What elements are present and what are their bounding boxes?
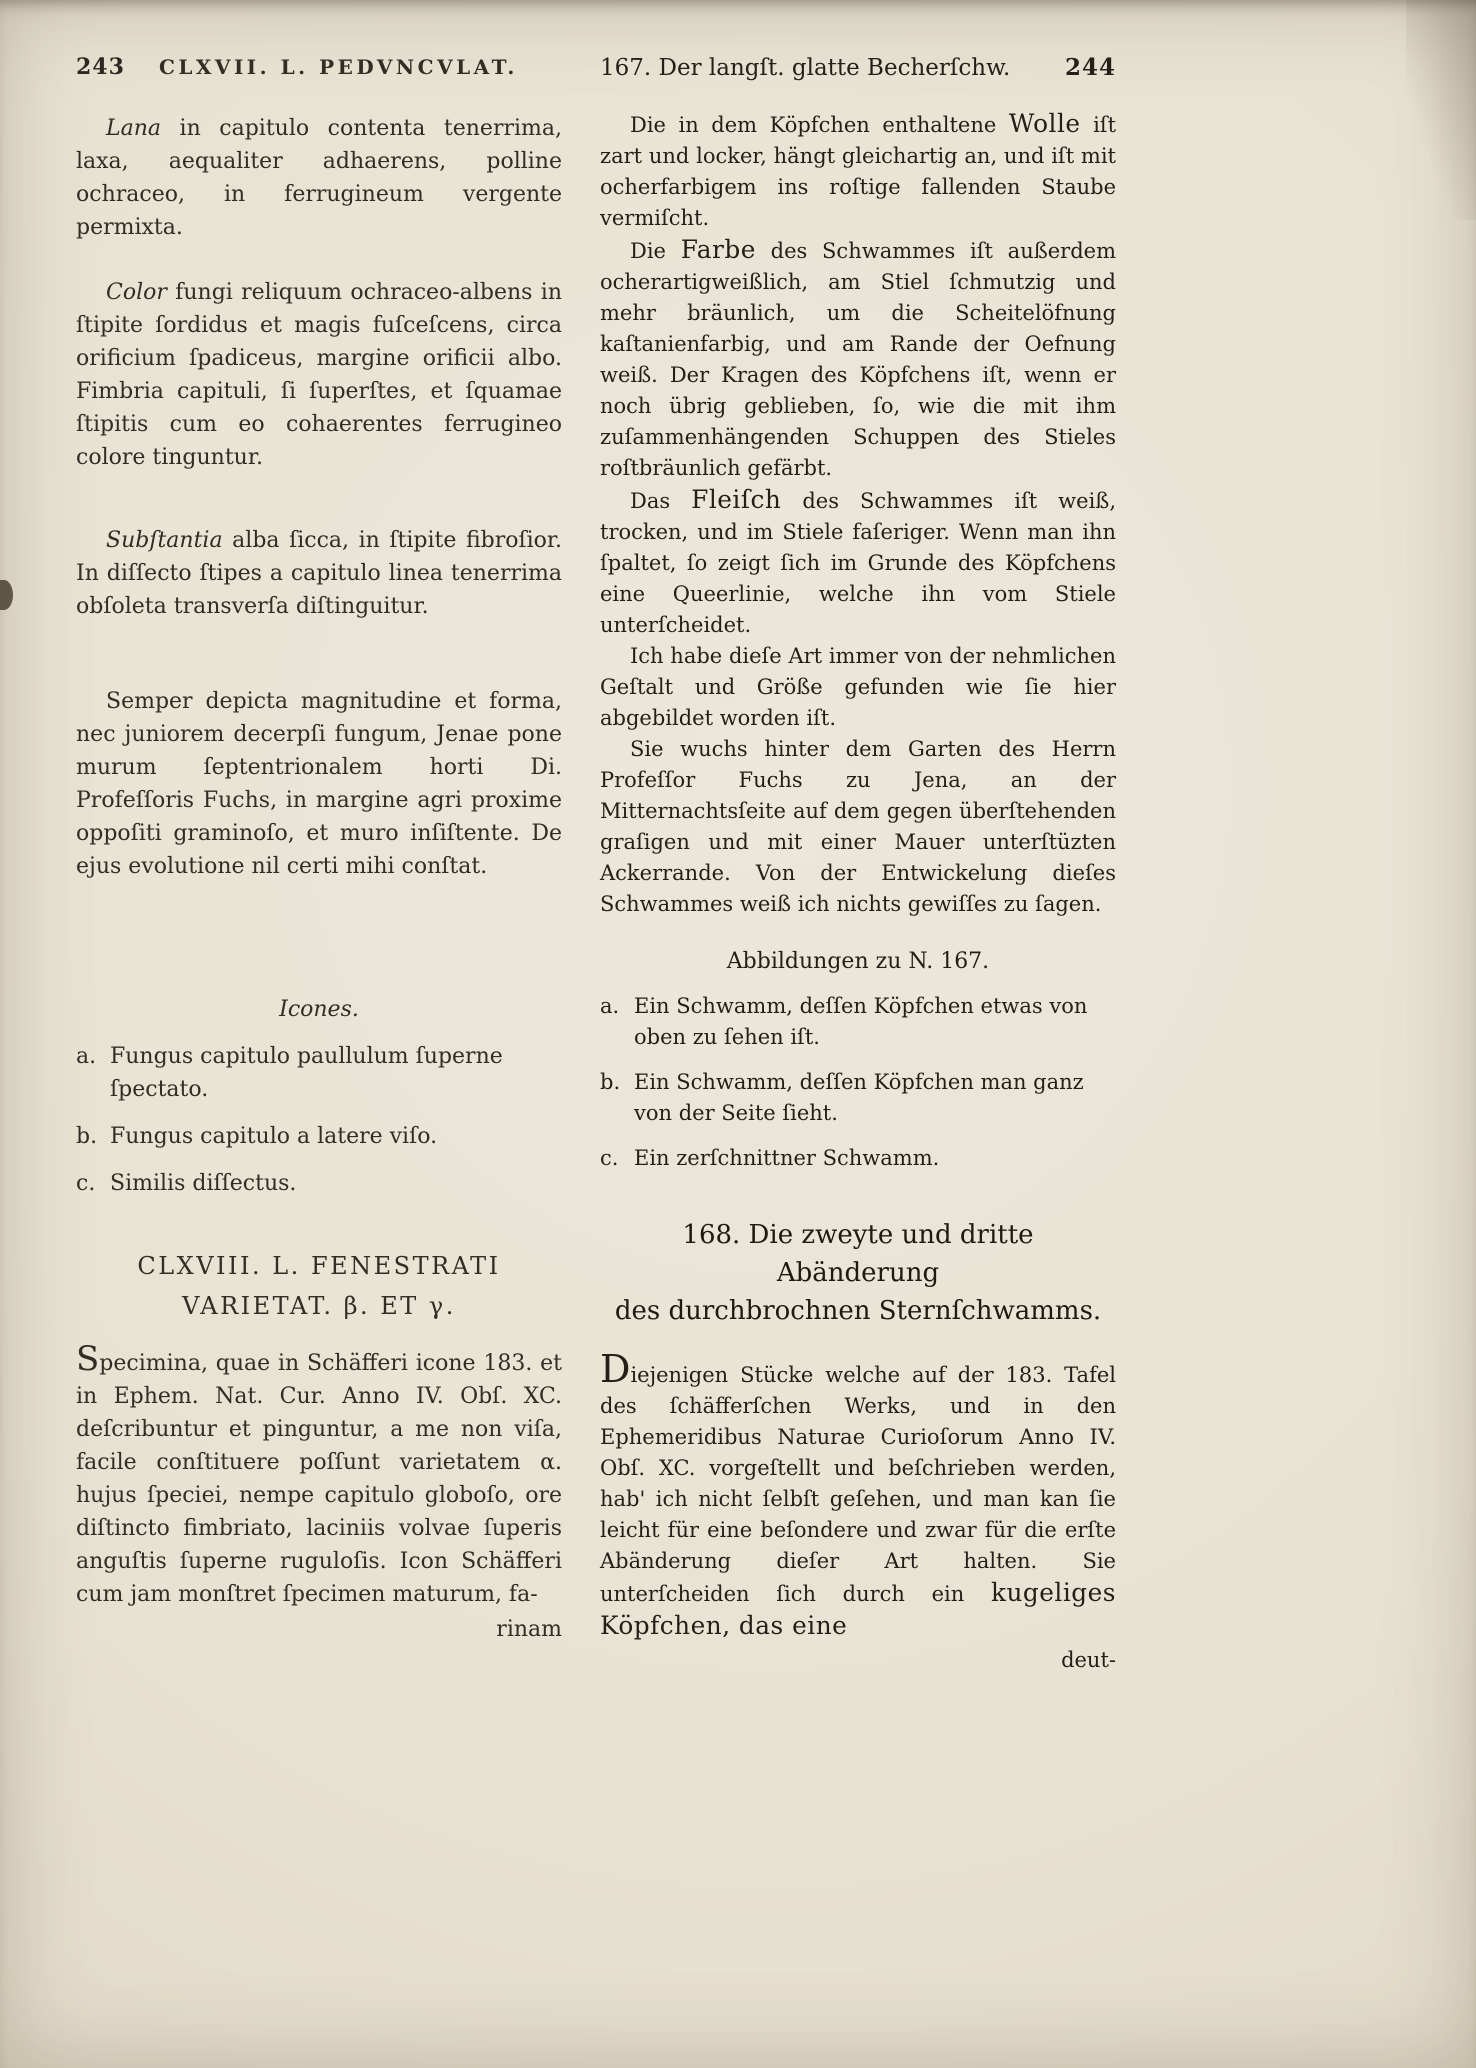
german-p1-pre: Die in dem Köpfchen enthaltene [630,113,1009,137]
latin-column [76,112,562,1646]
left-catchword: rinam [496,1617,562,1642]
german-paragraph-wolle [600,108,1116,234]
german-p3-pre: Das [630,489,692,513]
latin-paragraph-lana-text: in capitulo contenta tenerrima, laxa, aequaliter adhaerens, polline ochraceo, in ferrugineum vergente permixta. [76,116,562,240]
german-section-body-text: iejenigen Stücke welche auf der 183. Tafel des ſchäfferſchen Werks, und in den Ephemeridibus Naturae Curioſorum Anno IV. Obſ. XC. vorgeſtellt und beſchrieben werden, hab' ich nicht ſelbſt geſehen, und man kan ſie leicht für eine beſondere und zwar für die erſte Abänderung dieſer Art halten. Sie unterſcheiden ſich durch ein [600,1363,1116,1606]
latin-section-body [76,1339,562,1611]
german-section-heading-line2: des durchbrochnen Sternſchwamms. [614,1296,1102,1326]
german-column [600,108,1116,1676]
left-page-number: 243 [76,54,125,80]
icones-item-b-text: Fungus capitulo a latere viſo. [110,1124,438,1149]
latin-drop-initial: S [76,1339,100,1379]
icones-item-a-text: Fungus capitulo paullulum ſuperne ſpectato. [110,1044,503,1102]
german-paragraph-fleisch [600,484,1116,641]
latin-section-heading [76,1246,562,1326]
abbildungen-item-c-label: c. [600,1146,619,1170]
icones-heading: Icones. [279,997,359,1022]
latin-paragraph-color [76,276,562,474]
abbildungen-item-a [600,991,1116,1053]
scan-blemish [0,580,13,610]
abbildungen-item-b-label: b. [600,1070,621,1094]
latin-paragraph-substantia-text: alba ſicca, in ſtipite fibroſior. In diſſecto ſtipes a capitulo linea tenerrima obſoleta transverſa diſtinguitur. [76,528,562,619]
abbildungen-item-a-text: Ein Schwamm, deſſen Köpfchen etwas von oben zu ſehen iſt. [634,994,1088,1049]
german-section-body-emphasis: kugeliges Köpfchen, das eine [600,1578,1116,1640]
latin-section-heading-line2: VARIETAT. β. ET γ. [182,1292,456,1320]
german-p1-emph: Wolle [1008,109,1081,138]
abbildungen-heading: Abbildungen zu N. 167. [726,949,990,974]
german-paragraph-gestalt: Ich habe dieſe Art immer von der nehmlichen Geſtalt und Größe gefunden wie ſie hier abgebildet worden iſt. [600,644,1116,730]
icones-item-a [76,1040,562,1106]
right-running-title: 167. Der langſt. glatte Becherſchw. [600,55,1011,81]
icones-item-a-label: a. [76,1044,97,1069]
abbildungen-list [600,991,1116,1174]
abbildungen-item-b-text: Ein Schwamm, deſſen Köpfchen man ganz von der Seite ſieht. [634,1070,1084,1125]
icones-item-c-label: c. [76,1171,96,1196]
left-running-title: CLXVII. L. PEDVNCVLAT. [158,55,518,79]
latin-lead-substantia: Subſtantia [106,528,223,553]
german-p3-rest: des Schwammes iſt weiß, trocken, und im Stiele faſeriger. Wenn man ihn ſpaltet, ſo zeigt ſich im Grunde des Köpfchens eine Queerlinie, welche ihn vom Stiele unterſcheidet. [600,489,1116,637]
icones-item-c-text: Similis diſſectus. [110,1171,297,1196]
german-section-heading [600,1216,1116,1330]
icones-item-b-label: b. [76,1124,98,1149]
abbildungen-item-b [600,1067,1116,1129]
right-page-number: 244 [1064,54,1116,81]
latin-section-body-text: pecimina, quae in Schäfferi icone 183. et in Ephem. Nat. Cur. Anno IV. Obſ. XC. deſcribuntur et pinguntur, a me non viſa, facile conſtituere poſſunt varietatem α. hujus ſpeciei, nempe capitulo globoſo, ore diſtincto fimbriato, laciniis volvae ſuperis anguſtis ſuperne ruguloſis. Icon Schäfferi cum jam monſtret ſpecimen maturum, fa- [76,1351,562,1607]
german-p2-pre: Die [630,239,681,263]
latin-paragraph-substantia [76,524,562,623]
icones-item-c [76,1167,562,1200]
left-running-header [76,54,562,80]
latin-lead-color: Color [106,280,167,305]
latin-paragraph-color-text: fungi reliquum ochraceo-albens in ſtipite ſordidus et magis fuſceſcens, circa orificium ſpadiceus, margine orificii albo. Fimbria capituli, ſi ſuperſtes, et ſquamae ſtipitis cum eo cohaerentes ferrugineo colore tinguntur. [76,280,562,470]
abbildungen-item-a-label: a. [600,994,620,1018]
latin-section-heading-line1: CLXVIII. L. FENESTRATI [137,1252,501,1280]
german-p2-rest: des Schwammes iſt außerdem ocherartigweißlich, am Stiel ſchmutzig und mehr bräunlich, um die Scheitelöfnung kaſtanienfarbig, und am Rande der Oefnung weiß. Der Kragen des Köpfchens iſt, wenn er noch übrig geblieben, ſo, wie die mit ihm zuſammenhängenden Schuppen des Stieles roſtbräunlich gefärbt. [600,239,1117,480]
right-catchword: deut- [1061,1648,1116,1672]
right-running-header [600,54,1116,81]
german-paragraph-garten: Sie wuchs hinter dem Garten des Herrn Profeſſor Fuchs zu Jena, an der Mitternachtsſeite auf dem gegen überſtehenden graſigen und mit einer Mauer unterſtüzten Ackerrande. Von der Entwickelung dieſes Schwammes weiß ich nichts gewiſſes zu ſagen. [600,737,1116,916]
icones-item-b [76,1120,562,1153]
german-section-body [600,1347,1116,1643]
abbildungen-item-c [600,1143,1116,1174]
german-p3-emph: Fleiſch [691,485,782,514]
latin-paragraph-lana [76,112,562,244]
german-section-heading-line1: 168. Die zweyte und dritte Abänderung [682,1220,1034,1288]
latin-paragraph-semper: Semper depicta magnitudine et forma, nec juniorem decerpſi fungum, Jenae pone murum ſeptentrionalem horti Di. Profeſſoris Fuchs, in margine agri proxime oppoſiti graminoſo, et muro inſiſtente. De ejus evolutione nil certi mihi conſtat. [76,689,562,879]
german-p2-emph: Farbe [680,235,756,264]
icones-list [76,1040,562,1200]
latin-lead-lana: Lana [106,116,162,141]
abbildungen-item-c-text: Ein zerſchnittner Schwamm. [634,1146,940,1170]
scan-corner-shadow [1406,0,1476,220]
german-drop-initial: D [600,1347,631,1391]
german-p1-rest: iſt zart und locker, hängt gleichartig an, und iſt mit ocherfarbigem ins roſtige fallenden Staube vermiſcht. [600,113,1117,230]
german-paragraph-farbe [600,234,1116,484]
